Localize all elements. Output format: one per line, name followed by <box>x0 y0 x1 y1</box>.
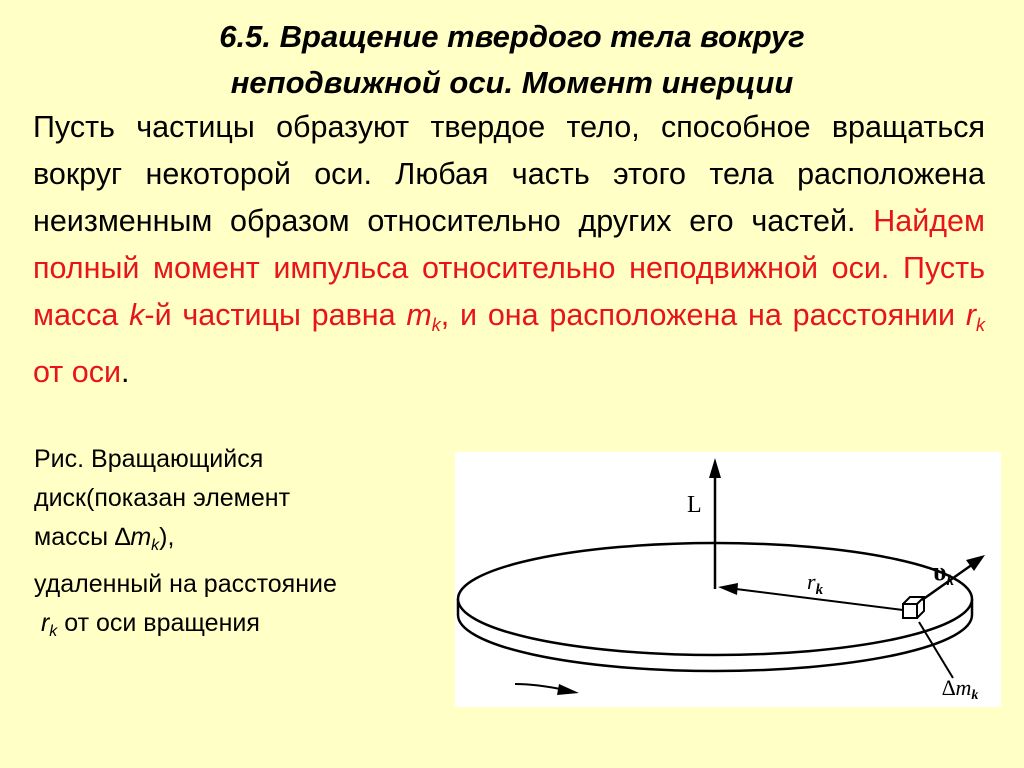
caption-line-4: удаленный на расстояние <box>34 570 337 598</box>
para-m-subscript: k <box>431 315 441 335</box>
title-line-1: 6.5. Вращение твердого тела вокруг <box>219 19 805 54</box>
caption-delta-symbol: ∆ <box>115 523 131 551</box>
para-red-text-2: -й частицы равна <box>144 298 407 332</box>
para-r-subscript: k <box>976 315 985 335</box>
title-line-2: неподвижной оси. Момент инерции <box>230 65 794 100</box>
para-red-text-1: Найдем полный момент импульса относительно неподвижной оси. Пусть масса <box>33 204 985 332</box>
rotation-arrow-line <box>515 684 565 690</box>
caption-massy: массы <box>34 523 116 551</box>
caption-axis-text: от оси вращения <box>57 609 260 637</box>
caption-line-1: Рис. Вращающийся <box>34 445 264 473</box>
main-paragraph <box>33 104 985 396</box>
caption-closing: ), <box>159 523 175 551</box>
caption-r-subscript: k <box>49 623 58 640</box>
caption-m-symbol: m <box>130 523 152 551</box>
label-delta-m: ∆mk <box>942 675 979 703</box>
axis-arrowhead <box>709 458 721 478</box>
para-red-text-3: , и она расположена на расстоянии <box>440 298 966 332</box>
mass-pointer-line <box>919 622 953 678</box>
para-k-symbol: k <box>129 298 145 332</box>
para-m-symbol: m <box>406 298 432 332</box>
rotating-disk-figure <box>455 452 1001 707</box>
mass-element-cube <box>903 604 917 618</box>
rotation-arrowhead <box>557 684 579 695</box>
para-red-end: от оси <box>33 355 121 389</box>
disk-diagram <box>455 452 1001 707</box>
caption-line-3 <box>34 518 454 565</box>
caption-r-symbol: r <box>40 609 50 637</box>
label-r: $r_k$ <box>807 569 824 598</box>
para-r-symbol: r <box>965 298 976 332</box>
figure-caption <box>34 440 454 651</box>
caption-line-2: диск(показан элемент <box>34 484 291 512</box>
caption-line-5 <box>34 604 454 651</box>
label-v: υk <box>933 557 954 589</box>
slide-title <box>0 14 1024 106</box>
label-L: L <box>687 492 702 518</box>
velocity-arrowhead <box>966 555 985 571</box>
para-black-text: Пусть частицы образуют твердое тело, способное вращаться вокруг некоторой оси. Любая часть этого тела расположена неизменным образом относительно других его частей. <box>33 110 985 238</box>
caption-m-subscript: k <box>151 537 160 554</box>
para-period: . <box>121 355 130 389</box>
